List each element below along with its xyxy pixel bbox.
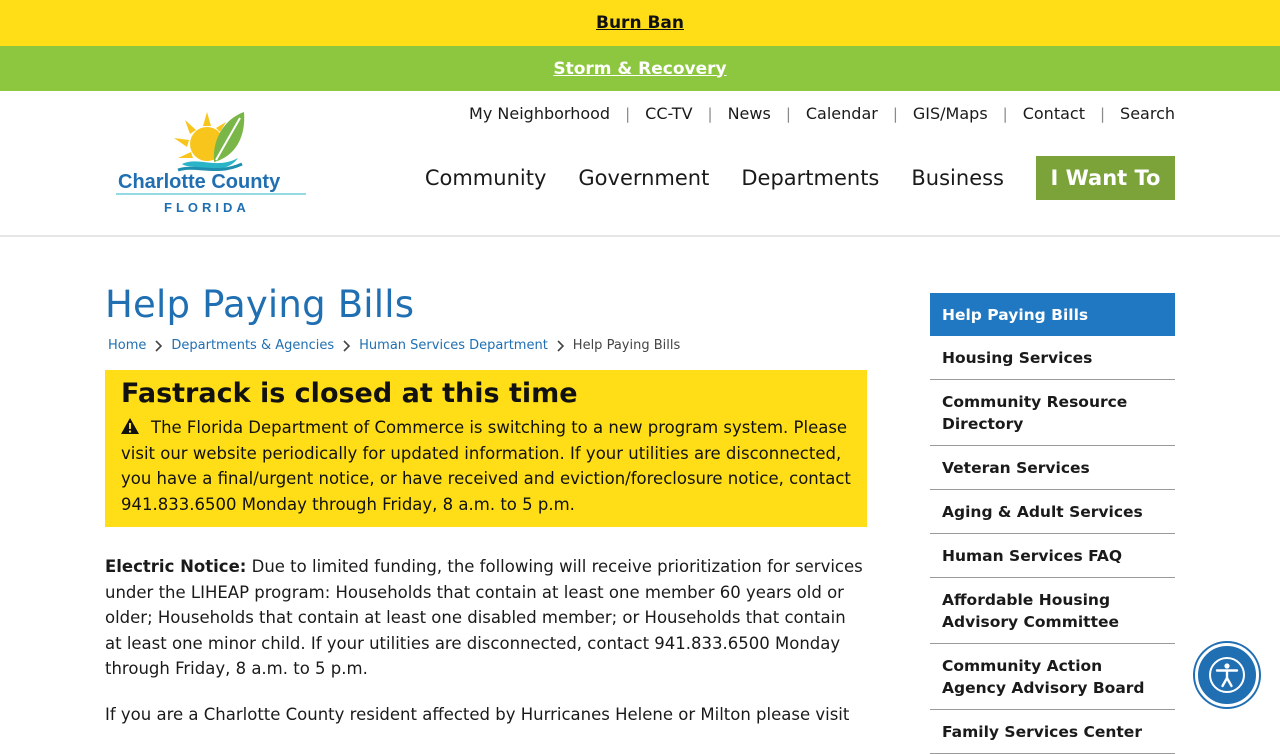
utility-link-contact[interactable]: Contact: [1022, 104, 1085, 123]
utility-link-my-neighborhood[interactable]: My Neighborhood: [469, 104, 611, 123]
sidebar-item-human-services-faq[interactable]: Human Services FAQ: [930, 534, 1175, 578]
burn-ban-alert-bar: [0, 0, 1280, 46]
utility-separator: |: [1002, 104, 1008, 123]
utility-link-news[interactable]: News: [727, 104, 771, 123]
notice-text: The Florida Department of Commerce is switching to a new program system. Please visit our website periodically for updated information. If your utilities are disconnected, you have a final/urgent notice, or have received and eviction/foreclosure notice, contact 941.833.6500 Monday through Friday, 8 a.m. to 5 p.m.: [121, 418, 851, 514]
sidebar-item-help-paying-bills[interactable]: Help Paying Bills: [930, 293, 1175, 336]
utility-separator: |: [785, 104, 791, 123]
utility-separator: |: [625, 104, 631, 123]
site-header: [0, 91, 1280, 237]
breadcrumb-current: Help Paying Bills: [572, 338, 681, 353]
chevron-right-icon: [342, 339, 351, 353]
section-sidebar: [930, 293, 1175, 754]
burn-ban-link[interactable]: Burn Ban: [596, 13, 684, 33]
sidebar-item-housing-services[interactable]: Housing Services: [930, 336, 1175, 380]
chevron-right-icon: [556, 339, 565, 353]
chevron-right-icon: [154, 339, 163, 353]
sidebar-item-aging-adult-services[interactable]: Aging & Adult Services: [930, 490, 1175, 534]
accessibility-person-icon: [1208, 656, 1246, 694]
sidebar-item-family-services-center[interactable]: Family Services Center: [930, 710, 1175, 754]
main-content: [105, 283, 867, 727]
warning-triangle-icon: [121, 418, 139, 434]
logo-state-name: FLORIDA: [164, 200, 250, 215]
breadcrumb-departments-agencies[interactable]: Departments & Agencies: [171, 338, 335, 353]
storm-recovery-link[interactable]: Storm & Recovery: [553, 58, 727, 79]
electric-notice-label: Electric Notice:: [105, 557, 247, 576]
sidebar-item-community-resource-directory[interactable]: Community Resource Directory: [930, 380, 1175, 446]
fastrack-notice: [105, 370, 867, 527]
utility-nav: [469, 104, 1175, 123]
breadcrumb-human-services[interactable]: Human Services Department: [359, 338, 548, 353]
nav-community[interactable]: Community: [424, 166, 547, 190]
page-title: Help Paying Bills: [105, 283, 415, 326]
nav-business[interactable]: Business: [911, 166, 1004, 190]
electric-notice-text: Due to limited funding, the following will receive prioritization for services under the LIHEAP program: Households that contain at least one member 60 years old or older; Households that contain at least one disabled member; or Households that contain at least one minor child. If your utilities are disconnected, contact 941.833.6500 Monday through Friday, 8 a.m. to 5 p.m.: [105, 557, 863, 678]
utility-link-search[interactable]: Search: [1120, 104, 1175, 123]
electric-notice-paragraph: [105, 554, 867, 682]
utility-separator: |: [707, 104, 713, 123]
nav-government[interactable]: Government: [578, 166, 710, 190]
sidebar-item-veteran-services[interactable]: Veteran Services: [930, 446, 1175, 490]
accessibility-button[interactable]: [1195, 643, 1259, 707]
main-nav: [393, 156, 1175, 200]
logo-county-name: Charlotte County: [118, 171, 281, 193]
sun-leaf-wave-logo-icon: [112, 106, 312, 218]
utility-link-calendar[interactable]: Calendar: [805, 104, 878, 123]
utility-separator: |: [1099, 104, 1106, 123]
nav-departments[interactable]: Departments: [741, 166, 880, 190]
utility-link-gis-maps[interactable]: GIS/Maps: [912, 104, 988, 123]
utility-link-cc-tv[interactable]: CC-TV: [645, 104, 693, 123]
storm-recovery-alert-bar: [0, 46, 1280, 91]
notice-text-block: [121, 415, 851, 517]
utility-separator: |: [892, 104, 898, 123]
hurricane-paragraph: If you are a Charlotte County resident affected by Hurricanes Helene or Milton please visit: [105, 704, 850, 724]
i-want-to-button[interactable]: I Want To: [1036, 156, 1175, 200]
notice-heading: Fastrack is closed at this time: [121, 378, 578, 409]
breadcrumb: [108, 338, 867, 353]
breadcrumb-home[interactable]: Home: [108, 338, 147, 353]
sidebar-item-community-action-agency[interactable]: Community Action Agency Advisory Board: [930, 644, 1175, 710]
county-logo[interactable]: [112, 106, 312, 218]
sidebar-item-affordable-housing[interactable]: Affordable Housing Advisory Committee: [930, 578, 1175, 644]
